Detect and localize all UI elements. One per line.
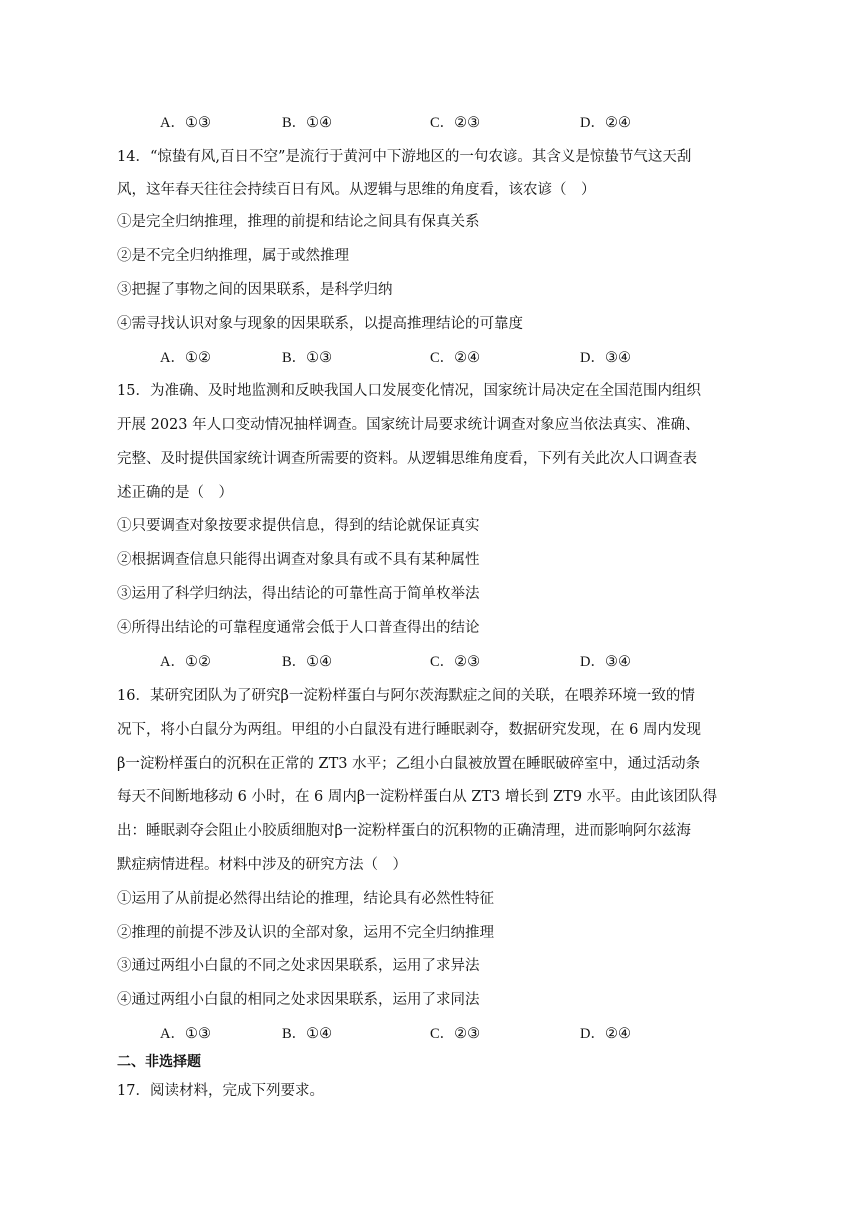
q14-statement-1: ①是完全归纳推理，推理的前提和结论之间具有保真关系 <box>117 214 480 230</box>
q14-option-b: B．①③ <box>282 350 333 366</box>
q14-statement-3: ③把握了事物之间的因果联系，是科学归纳 <box>117 282 393 298</box>
q14-option-c: C．②④ <box>430 350 481 366</box>
q14-statement-4: ④需寻找认识对象与现象的因果联系，以提高推理结论的可靠度 <box>117 316 523 332</box>
q16-stem-line-2: 况下，将小白鼠分为两组。甲组的小白鼠没有进行睡眠剥夺，数据研究发现，在 6 周内发现 <box>117 722 701 738</box>
q15-statement-1: ①只要调查对象按要求提供信息，得到的结论就保证真实 <box>117 518 480 534</box>
q15-statement-4: ④所得出结论的可靠程度通常会低于人口普查得出的结论 <box>117 620 480 636</box>
q16-option-a: A．①③ <box>160 1026 211 1042</box>
q14-statement-2: ②是不完全归纳推理，属于或然推理 <box>117 248 349 264</box>
q16-option-c: C．②③ <box>430 1026 481 1042</box>
q13-option-d: D．②④ <box>580 115 631 131</box>
q16-statement-4: ④通过两组小白鼠的相同之处求因果联系，运用了求同法 <box>117 992 480 1008</box>
q14-stem-line-2: 风，这年春天往往会持续百日有风。从逻辑与思维的角度看，该农谚（ ） <box>117 182 596 198</box>
q16-stem-line-1: 16．某研究团队为了研究β一淀粉样蛋白与阿尔茨海默症之间的关联，在喂养环境一致的情 <box>117 688 695 704</box>
q16-statement-1: ①运用了从前提必然得出结论的推理，结论具有必然性特征 <box>117 891 494 907</box>
q13-option-a: A．①③ <box>160 115 211 131</box>
q14-option-a: A．①② <box>160 350 211 366</box>
q17-stem: 17．阅读材料，完成下列要求。 <box>117 1083 324 1099</box>
q13-option-c: C．②③ <box>430 115 481 131</box>
q15-statement-3: ③运用了科学归纳法，得出结论的可靠性高于简单枚举法 <box>117 586 480 602</box>
q16-stem-line-4: 每天不间断地移动 6 小时，在 6 周内β一淀粉样蛋白从 ZT3 增长到 ZT9 水平。由此该团队得 <box>117 789 718 805</box>
q15-stem-line-4: 述正确的是（ ） <box>117 485 233 501</box>
q15-stem-line-2: 开展 2023 年人口变动情况抽样调查。国家统计局要求统计调查对象应当依法真实、准确、 <box>117 417 700 433</box>
q15-option-c: C．②③ <box>430 654 481 670</box>
q15-stem-line-1: 15．为准确、及时地监测和反映我国人口发展变化情况，国家统计局决定在全国范围内组织 <box>117 383 701 399</box>
q13-option-b: B．①④ <box>282 115 333 131</box>
q16-option-d: D．②④ <box>580 1026 631 1042</box>
section-heading: 二、非选择题 <box>117 1054 201 1070</box>
q15-statement-2: ②根据调查信息只能得出调查对象具有或不具有某种属性 <box>117 552 480 568</box>
q16-stem-line-6: 默症病情进程。材料中涉及的研究方法（ ） <box>117 857 407 873</box>
q16-stem-line-3: β一淀粉样蛋白的沉积在正常的 ZT3 水平；乙组小白鼠被放置在睡眠破碎室中，通过活动条 <box>117 756 701 772</box>
q14-stem-line-1: 14．“惊蛰有风,百日不空”是流行于黄河中下游地区的一句农谚。其含义是惊蛰节气这天刮 <box>117 149 692 165</box>
q16-statement-3: ③通过两组小白鼠的不同之处求因果联系，运用了求异法 <box>117 958 480 974</box>
q16-statement-2: ②推理的前提不涉及认识的全部对象，运用不完全归纳推理 <box>117 925 494 941</box>
q14-option-d: D．③④ <box>580 350 631 366</box>
q15-stem-line-3: 完整、及时提供国家统计调查所需要的资料。从逻辑思维角度看，下列有关此次人口调查表 <box>117 451 697 467</box>
q15-option-d: D．③④ <box>580 654 631 670</box>
q15-option-a: A．①② <box>160 654 211 670</box>
q16-option-b: B．①④ <box>282 1026 333 1042</box>
q15-option-b: B．①④ <box>282 654 333 670</box>
q16-stem-line-5: 出：睡眠剥夺会阻止小胶质细胞对β一淀粉样蛋白的沉积物的正确清理，进而影响阿尔兹海 <box>117 823 691 839</box>
